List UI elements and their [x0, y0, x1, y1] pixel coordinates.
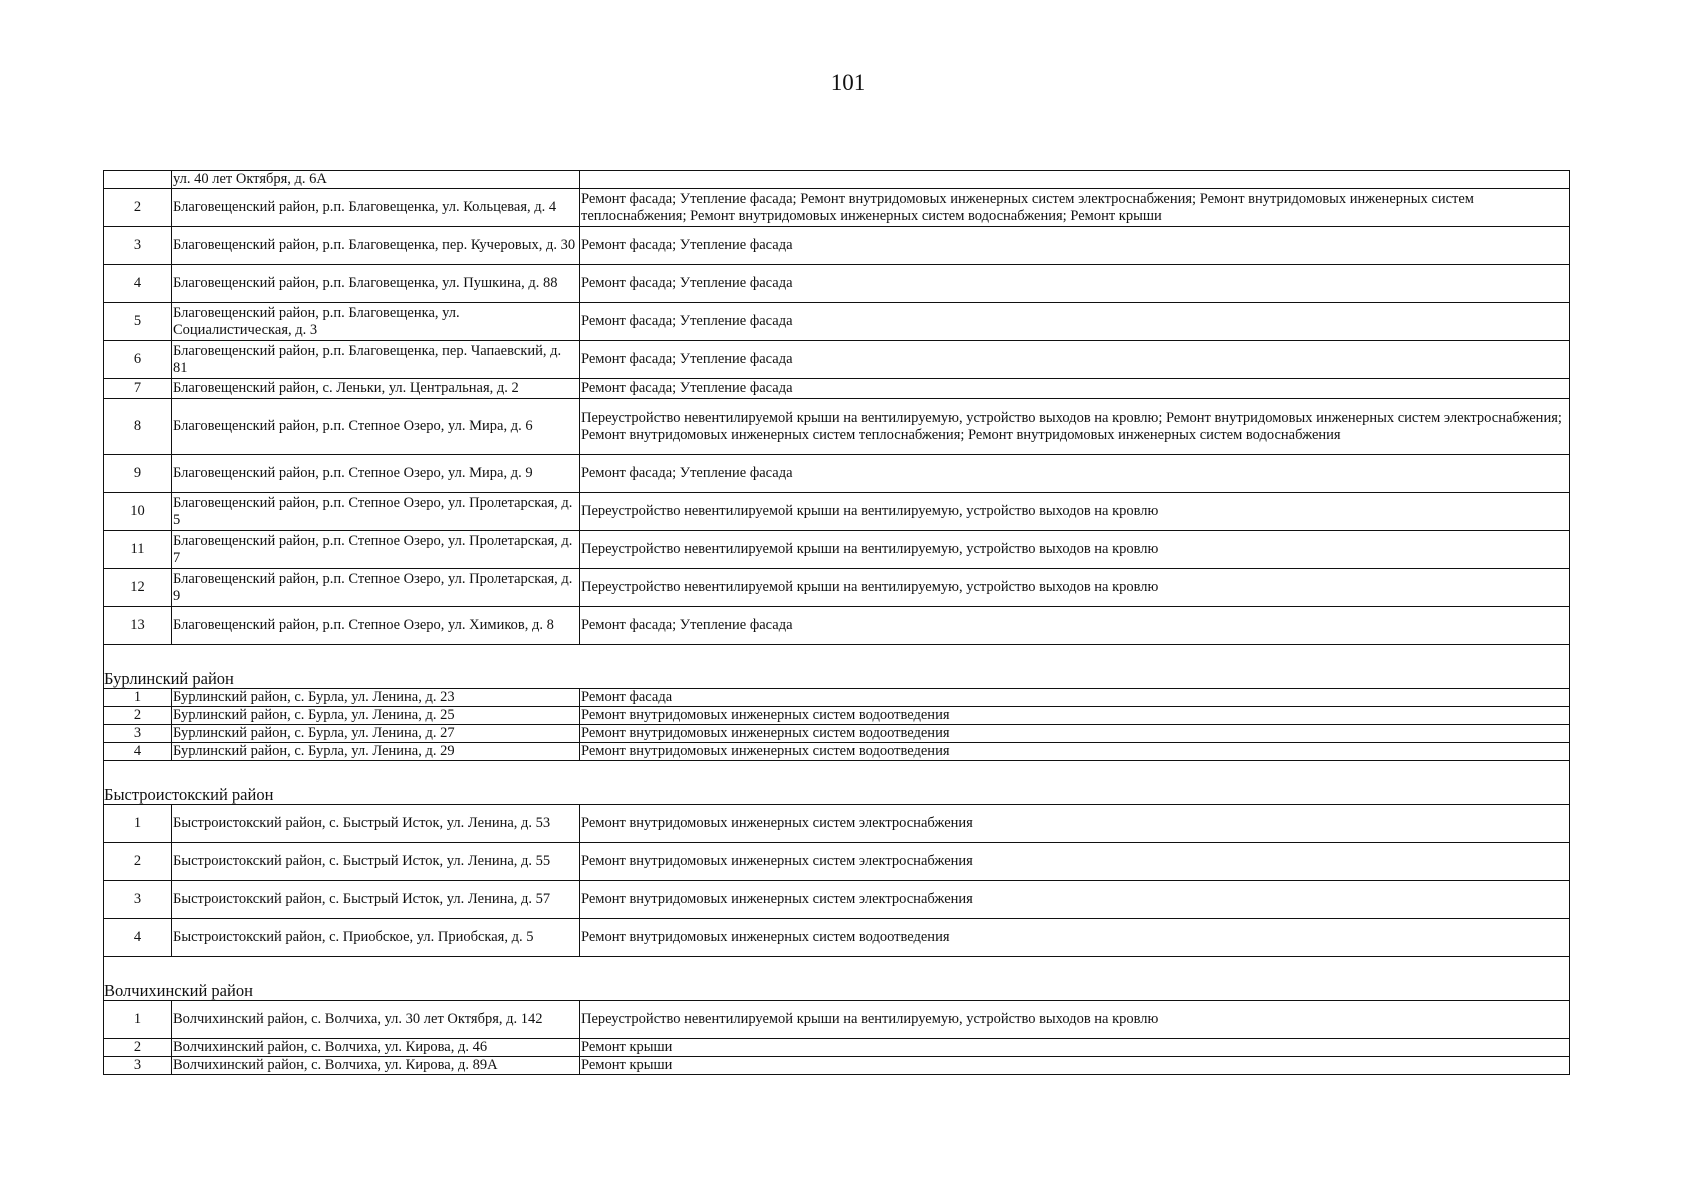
address-cell: Благовещенский район, р.п. Степное Озеро, ул. Мира, д. 6 [172, 399, 580, 455]
section-heading: Волчихинский район [104, 957, 1570, 1001]
row-number-cell: 4 [104, 743, 172, 761]
row-number-cell: 10 [104, 493, 172, 531]
work-cell: Переустройство невентилируемой крыши на вентилируемую, устройство выходов на кровлю [580, 531, 1570, 569]
table-row [104, 171, 1570, 189]
work-cell: Ремонт фасада; Утепление фасада [580, 227, 1570, 265]
work-cell: Ремонт фасада; Утепление фасада; Ремонт внутридомовых инженерных систем электроснабжения; Ремонт внутридомовых инженерных систем теплоснабжения; Ремонт внутридомовых инженерных систем водоснабжения; Ремонт крыши [580, 189, 1570, 227]
row-number-cell: 2 [104, 843, 172, 881]
row-number-cell: 5 [104, 303, 172, 341]
table-row [104, 379, 1570, 399]
table-row [104, 689, 1570, 707]
work-cell: Переустройство невентилируемой крыши на вентилируемую, устройство выходов на кровлю; Ремонт внутридомовых инженерных систем электроснабжения; Ремонт внутридомовых инженерных систем теплоснабжения; Ремонт внутридомовых инженерных систем водоснабжения [580, 399, 1570, 455]
table-row [104, 919, 1570, 957]
table-row [104, 1039, 1570, 1057]
work-cell: Ремонт фасада; Утепление фасада [580, 379, 1570, 399]
table-row [104, 707, 1570, 725]
table-row [104, 341, 1570, 379]
row-number-cell: 9 [104, 455, 172, 493]
row-number-cell: 8 [104, 399, 172, 455]
table-row [104, 531, 1570, 569]
work-cell: Переустройство невентилируемой крыши на вентилируемую, устройство выходов на кровлю [580, 1001, 1570, 1039]
row-number-cell: 4 [104, 919, 172, 957]
section-row [104, 957, 1570, 1001]
address-cell: Благовещенский район, р.п. Степное Озеро, ул. Пролетарская, д. 7 [172, 531, 580, 569]
work-cell: Ремонт внутридомовых инженерных систем водоотведения [580, 919, 1570, 957]
row-number-cell: 2 [104, 1039, 172, 1057]
table-row [104, 1057, 1570, 1075]
table-row [104, 227, 1570, 265]
row-number-cell: 3 [104, 1057, 172, 1075]
table-row [104, 569, 1570, 607]
address-cell: Бурлинский район, с. Бурла, ул. Ленина, д. 29 [172, 743, 580, 761]
table-row [104, 725, 1570, 743]
address-cell: Быстроистокский район, с. Быстрый Исток, ул. Ленина, д. 57 [172, 881, 580, 919]
section-row [104, 761, 1570, 805]
work-cell: Ремонт внутридомовых инженерных систем электроснабжения [580, 843, 1570, 881]
work-cell: Переустройство невентилируемой крыши на вентилируемую, устройство выходов на кровлю [580, 493, 1570, 531]
table-row [104, 265, 1570, 303]
address-cell: Благовещенский район, р.п. Степное Озеро, ул. Химиков, д. 8 [172, 607, 580, 645]
address-cell: Благовещенский район, р.п. Степное Озеро, ул. Пролетарская, д. 5 [172, 493, 580, 531]
address-cell: Благовещенский район, р.п. Благовещенка, пер. Кучеровых, д. 30 [172, 227, 580, 265]
address-cell: Быстроистокский район, с. Быстрый Исток, ул. Ленина, д. 53 [172, 805, 580, 843]
address-cell: Благовещенский район, р.п. Благовещенка, ул. Кольцевая, д. 4 [172, 189, 580, 227]
row-number-cell: 3 [104, 881, 172, 919]
work-cell: Ремонт внутридомовых инженерных систем водоотведения [580, 743, 1570, 761]
work-cell: Ремонт внутридомовых инженерных систем водоотведения [580, 725, 1570, 743]
work-cell: Переустройство невентилируемой крыши на вентилируемую, устройство выходов на кровлю [580, 569, 1570, 607]
row-number-cell: 3 [104, 725, 172, 743]
address-cell: ул. 40 лет Октября, д. 6А [172, 171, 580, 189]
work-cell: Ремонт фасада; Утепление фасада [580, 265, 1570, 303]
table-row [104, 805, 1570, 843]
table-row [104, 189, 1570, 227]
work-cell: Ремонт внутридомовых инженерных систем электроснабжения [580, 881, 1570, 919]
table-row [104, 743, 1570, 761]
table-row [104, 399, 1570, 455]
work-cell: Ремонт фасада; Утепление фасада [580, 341, 1570, 379]
row-number-cell: 1 [104, 805, 172, 843]
row-number-cell: 4 [104, 265, 172, 303]
repair-table [103, 170, 1570, 1075]
row-number-cell: 2 [104, 189, 172, 227]
address-cell: Благовещенский район, с. Леньки, ул. Центральная, д. 2 [172, 379, 580, 399]
address-cell: Быстроистокский район, с. Приобское, ул. Приобская, д. 5 [172, 919, 580, 957]
address-cell: Быстроистокский район, с. Быстрый Исток, ул. Ленина, д. 55 [172, 843, 580, 881]
row-number-cell [104, 171, 172, 189]
table-row [104, 881, 1570, 919]
section-heading: Бурлинский район [104, 645, 1570, 689]
work-cell: Ремонт крыши [580, 1057, 1570, 1075]
address-cell: Волчихинский район, с. Волчиха, ул. Кирова, д. 46 [172, 1039, 580, 1057]
address-cell: Бурлинский район, с. Бурла, ул. Ленина, д. 23 [172, 689, 580, 707]
work-cell: Ремонт фасада [580, 689, 1570, 707]
work-cell: Ремонт внутридомовых инженерных систем электроснабжения [580, 805, 1570, 843]
row-number-cell: 12 [104, 569, 172, 607]
address-cell: Благовещенский район, р.п. Благовещенка, ул. Пушкина, д. 88 [172, 265, 580, 303]
table-row [104, 1001, 1570, 1039]
section-heading: Быстроистокский район [104, 761, 1570, 805]
address-cell: Бурлинский район, с. Бурла, ул. Ленина, д. 27 [172, 725, 580, 743]
row-number-cell: 11 [104, 531, 172, 569]
work-cell: Ремонт внутридомовых инженерных систем водоотведения [580, 707, 1570, 725]
work-cell: Ремонт фасада; Утепление фасада [580, 455, 1570, 493]
table-body [104, 171, 1570, 1075]
row-number-cell: 1 [104, 1001, 172, 1039]
work-cell [580, 171, 1570, 189]
address-cell: Благовещенский район, р.п. Благовещенка, пер. Чапаевский, д. 81 [172, 341, 580, 379]
table-row [104, 843, 1570, 881]
row-number-cell: 13 [104, 607, 172, 645]
address-cell: Благовещенский район, р.п. Степное Озеро, ул. Пролетарская, д. 9 [172, 569, 580, 607]
table-row [104, 607, 1570, 645]
row-number-cell: 7 [104, 379, 172, 399]
address-cell: Волчихинский район, с. Волчиха, ул. Кирова, д. 89А [172, 1057, 580, 1075]
row-number-cell: 6 [104, 341, 172, 379]
row-number-cell: 2 [104, 707, 172, 725]
table-row [104, 493, 1570, 531]
address-cell: Бурлинский район, с. Бурла, ул. Ленина, д. 25 [172, 707, 580, 725]
section-row [104, 645, 1570, 689]
work-cell: Ремонт фасада; Утепление фасада [580, 303, 1570, 341]
address-cell: Благовещенский район, р.п. Благовещенка, ул. Социалистическая, д. 3 [172, 303, 580, 341]
work-cell: Ремонт фасада; Утепление фасада [580, 607, 1570, 645]
address-cell: Благовещенский район, р.п. Степное Озеро, ул. Мира, д. 9 [172, 455, 580, 493]
table-row [104, 455, 1570, 493]
work-cell: Ремонт крыши [580, 1039, 1570, 1057]
page-number: 101 [830, 70, 866, 95]
address-cell: Волчихинский район, с. Волчиха, ул. 30 лет Октября, д. 142 [172, 1001, 580, 1039]
row-number-cell: 3 [104, 227, 172, 265]
table-row [104, 303, 1570, 341]
row-number-cell: 1 [104, 689, 172, 707]
